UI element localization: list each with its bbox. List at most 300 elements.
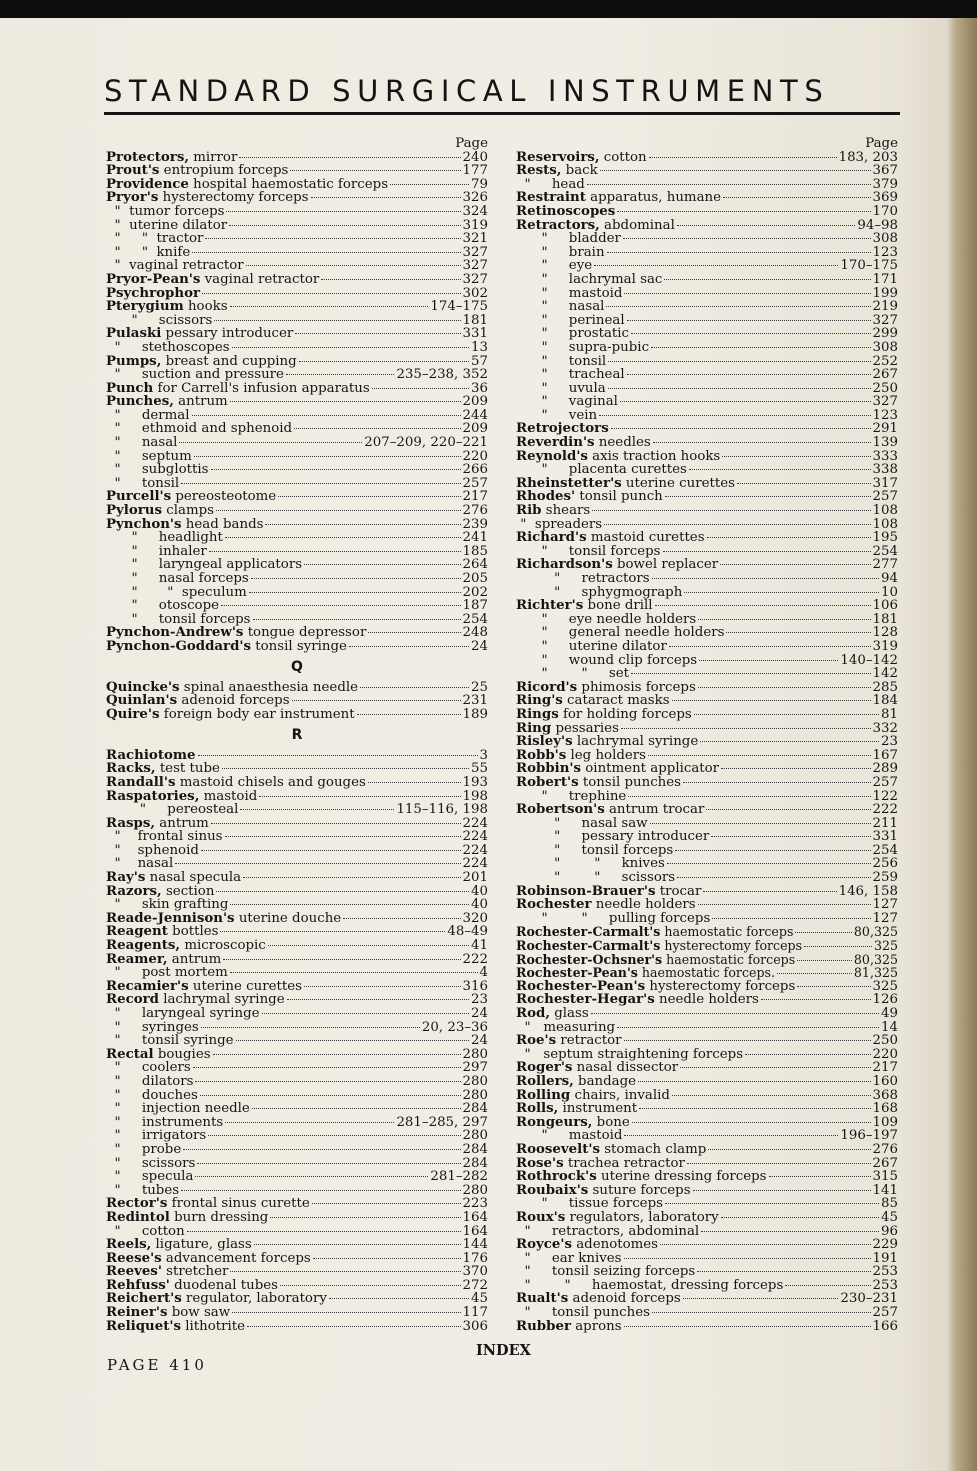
entry-page-ref: 14	[881, 1019, 898, 1035]
index-entry	[516, 857, 898, 871]
entry-headword: Reese's	[106, 1249, 162, 1266]
dot-leader	[604, 524, 870, 525]
dot-leader	[368, 782, 461, 783]
entry-term	[516, 654, 697, 668]
entry-subterm: " vein	[516, 407, 598, 423]
entry-headword: Rhodes'	[516, 488, 576, 505]
index-entry	[106, 694, 488, 708]
entry-subterm: bow saw	[167, 1305, 231, 1321]
entry-headword: Rualt's	[516, 1290, 569, 1307]
entry-page-ref: 108	[872, 516, 898, 532]
entry-subterm: " wound clip forceps	[516, 652, 698, 668]
entry-subterm: " instruments	[106, 1114, 224, 1130]
entry-page-ref: 117	[462, 1305, 488, 1321]
dot-leader	[651, 347, 870, 348]
index-entry	[106, 1075, 488, 1089]
entry-term	[516, 287, 622, 301]
dot-leader	[620, 401, 871, 402]
entry-page-ref: 267	[872, 1155, 898, 1171]
dot-leader	[785, 1285, 870, 1286]
entry-subterm: tonsil punch	[575, 489, 663, 505]
entry-page-ref: 94–98	[857, 217, 898, 233]
entry-subterm: bone drill	[583, 598, 653, 614]
entry-term	[516, 953, 795, 967]
entry-term	[106, 1116, 223, 1130]
entry-headword: Punches,	[106, 393, 174, 410]
entry-headword: Richter's	[516, 597, 584, 614]
entry-subterm: " septum	[106, 448, 192, 464]
entry-subterm: adenotomes	[571, 1237, 659, 1253]
entry-subterm: mirror	[189, 149, 238, 165]
entry-page-ref: 272	[462, 1277, 488, 1293]
entry-term	[516, 1208, 719, 1225]
dot-leader	[223, 959, 460, 960]
entry-page-ref: 55	[471, 761, 488, 777]
entry-page-ref: 257	[872, 774, 898, 790]
entry-page-ref: 315	[872, 1169, 898, 1185]
index-entry	[516, 1208, 898, 1225]
entry-term	[106, 205, 224, 219]
dot-leader	[623, 238, 871, 239]
index-entry	[106, 368, 488, 382]
entry-page-ref: 144	[462, 1237, 488, 1253]
entry-headword: Rochester-Ochsner's	[516, 951, 663, 967]
dot-leader	[175, 863, 460, 864]
index-entry	[106, 1007, 488, 1021]
entry-page-ref: 196–197	[840, 1128, 898, 1144]
dot-leader	[193, 1067, 461, 1068]
index-entry	[516, 164, 898, 178]
index-entry	[516, 341, 898, 355]
dot-leader	[694, 714, 879, 715]
index-entry	[106, 787, 488, 804]
entry-term	[516, 640, 667, 654]
entry-page-ref: 241	[462, 530, 488, 546]
index-entry	[516, 1292, 898, 1306]
entry-term	[106, 246, 190, 260]
header-rule	[104, 112, 900, 115]
entry-subterm: bandage	[573, 1073, 637, 1089]
entry-subterm: haemostatic forceps	[660, 924, 794, 940]
entry-subterm: ligature, glass	[151, 1237, 252, 1253]
dot-leader	[797, 986, 870, 987]
entry-subterm: " tonsil forceps	[516, 543, 661, 559]
entry-headword: Redintol	[106, 1208, 170, 1225]
dot-leader	[667, 863, 871, 864]
entry-subterm: " pereosteal	[106, 802, 239, 818]
entry-headword: Rod,	[516, 1005, 550, 1021]
index-entry	[516, 640, 898, 654]
dot-leader	[591, 1013, 879, 1014]
entry-page-ref: 244	[462, 407, 488, 423]
page-column-label: Page	[865, 136, 898, 151]
entry-page-ref: 220	[872, 1046, 898, 1062]
dot-leader	[627, 374, 871, 375]
dot-leader	[707, 537, 871, 538]
entry-subterm: burn dressing	[169, 1209, 269, 1225]
entry-subterm: " laryngeal syringe	[106, 1006, 260, 1021]
entry-page-ref: 280	[462, 1087, 488, 1103]
entry-subterm: antrum trocar	[604, 802, 705, 818]
dot-leader	[606, 306, 870, 307]
entry-page-ref: 126	[872, 992, 898, 1008]
entry-subterm: tongue depressor	[243, 625, 367, 641]
index-entry	[106, 422, 488, 436]
index-entry	[106, 1089, 488, 1103]
dot-leader	[664, 279, 870, 280]
entry-headword: Pynchon-Goddard's	[106, 637, 252, 654]
entry-headword: Rehfuss'	[106, 1276, 170, 1293]
entry-headword: Rachiotome	[106, 746, 196, 763]
entry-subterm: " prostatic	[516, 326, 630, 342]
dot-leader	[675, 850, 870, 851]
entry-page-ref: 317	[872, 475, 898, 491]
entry-term	[106, 545, 207, 559]
entry-page-ref: 254	[872, 543, 898, 559]
dot-leader	[720, 564, 870, 565]
entry-term	[106, 352, 297, 369]
entry-subterm: " " tractor	[106, 231, 204, 247]
entry-subterm: aprons	[570, 1318, 622, 1334]
entry-page-ref: 4	[479, 965, 488, 981]
index-entry	[516, 925, 898, 939]
entry-page-ref: 174–175	[430, 299, 488, 315]
entry-headword: Reichert's	[106, 1290, 182, 1307]
entry-subterm: " tonsil syringe	[106, 1033, 234, 1049]
index-entry	[106, 803, 488, 817]
entry-subterm: cotton	[599, 149, 647, 165]
entry-term	[516, 939, 802, 953]
dot-leader	[211, 469, 461, 470]
entry-subterm: antrum	[167, 951, 222, 967]
index-entry	[106, 1208, 488, 1225]
dot-leader	[251, 578, 461, 579]
index-entry	[516, 844, 898, 858]
entry-subterm: " otoscope	[106, 598, 220, 614]
dot-leader	[292, 700, 461, 701]
entry-page-ref: 333	[872, 448, 898, 464]
entry-subterm: adenoid forceps	[568, 1291, 681, 1307]
entry-page-ref: 256	[872, 856, 898, 872]
entry-page-ref: 257	[872, 1305, 898, 1321]
dot-leader	[700, 741, 879, 742]
entry-subterm: bottles	[167, 924, 219, 940]
index-entry	[516, 246, 898, 260]
entry-subterm: clamps	[162, 503, 214, 519]
entry-subterm: " supra-pubic	[516, 339, 650, 355]
entry-headword: Roosevelt's	[516, 1140, 600, 1157]
dot-leader	[278, 496, 460, 497]
index-entry	[106, 1238, 488, 1252]
entry-term	[516, 993, 759, 1007]
dot-leader	[627, 320, 871, 321]
index-entry	[106, 1129, 488, 1143]
entry-term	[106, 844, 199, 858]
entry-subterm: hooks	[183, 299, 228, 315]
entry-page-ref: 276	[462, 503, 488, 519]
entry-page-ref: 41	[471, 938, 488, 954]
index-entry	[516, 817, 898, 831]
entry-term	[516, 925, 793, 939]
entry-subterm: " eye needle holders	[516, 611, 697, 627]
dot-leader	[216, 891, 469, 892]
entry-headword: Reiner's	[106, 1304, 168, 1321]
entry-headword: Pylorus	[106, 502, 163, 519]
entry-headword: Randall's	[106, 773, 176, 790]
index-entry	[516, 626, 898, 640]
entry-headword: Pynchon's	[106, 515, 182, 532]
entry-headword: Retrojectors	[516, 420, 609, 437]
dot-leader	[608, 361, 870, 362]
entry-headword: Rectal	[106, 1045, 154, 1062]
index-entry	[106, 1061, 488, 1075]
dot-leader	[617, 211, 870, 212]
dot-leader	[225, 1122, 394, 1123]
entry-subterm: " brain	[516, 244, 605, 260]
entry-subterm: " " speculum	[106, 584, 247, 600]
dot-leader	[197, 1163, 460, 1164]
entry-subterm: " " set	[516, 666, 629, 682]
index-entry	[516, 654, 898, 668]
entry-headword: Rollers,	[516, 1072, 574, 1089]
entry-page-ref: 253	[872, 1264, 898, 1280]
entry-subterm: " tissue forceps	[516, 1196, 663, 1212]
entry-page-ref: 297	[462, 1060, 488, 1076]
entry-term	[106, 1170, 193, 1184]
dot-leader	[665, 496, 871, 497]
entry-page-ref: 202	[462, 584, 488, 600]
entry-subterm: pereosteotome	[171, 489, 277, 505]
entry-page-ref: 217	[872, 1060, 898, 1076]
entry-subterm: for Carrell's infusion apparatus	[153, 380, 370, 396]
entry-headword: Rochester-Pean's	[516, 965, 638, 981]
entry-subterm: ointment applicator	[581, 761, 720, 777]
dot-leader	[703, 891, 836, 892]
entry-headword: Rothrock's	[516, 1168, 597, 1185]
entry-subterm: bougies	[153, 1046, 211, 1062]
entry-headword: Providence	[106, 175, 189, 192]
entry-subterm: foreign body ear instrument	[159, 706, 355, 722]
dot-leader	[611, 428, 871, 429]
entry-subterm: " sphygmograph	[516, 584, 683, 600]
entry-subterm: " vaginal	[516, 394, 618, 410]
index-entry	[516, 355, 898, 369]
entry-page-ref: 198	[462, 788, 488, 804]
entry-subterm: head bands	[181, 516, 264, 532]
entry-headword: Rings	[516, 705, 559, 722]
entry-term	[516, 1317, 622, 1334]
dot-leader	[214, 320, 460, 321]
entry-page-ref: 250	[872, 380, 898, 396]
dot-leader	[368, 632, 460, 633]
dot-leader	[617, 1027, 879, 1028]
dot-leader	[254, 1244, 461, 1245]
entry-subterm: " general needle holders	[516, 625, 725, 641]
entry-term	[106, 1317, 246, 1334]
entry-headword: Robertson's	[516, 801, 605, 818]
entry-subterm: " specula	[106, 1169, 194, 1185]
dot-leader	[587, 184, 871, 185]
entry-page-ref: 171	[872, 271, 898, 287]
entry-subterm: " nasal saw	[516, 815, 648, 831]
index-entry	[106, 844, 488, 858]
dot-leader	[631, 333, 870, 334]
dot-leader	[311, 197, 461, 198]
entry-subterm: duodenal tubes	[169, 1277, 278, 1293]
entry-page-ref: 284	[462, 1141, 488, 1157]
entry-headword: Reverdin's	[516, 434, 595, 451]
entry-subterm: needle holders	[591, 897, 696, 913]
dot-leader	[211, 823, 461, 824]
entry-page-ref: 224	[462, 842, 488, 858]
entry-page-ref: 189	[462, 706, 488, 722]
dot-leader	[230, 306, 429, 307]
dot-leader	[683, 782, 871, 783]
entry-subterm: " tonsil forceps	[106, 611, 251, 627]
entry-page-ref: 181	[462, 312, 488, 328]
entry-subterm: shears	[541, 503, 591, 519]
entry-page-ref: 139	[872, 435, 898, 451]
dot-leader	[240, 809, 394, 810]
dot-leader	[684, 592, 879, 593]
entry-subterm: chairs, invalid	[570, 1087, 670, 1103]
dot-leader	[608, 388, 871, 389]
entry-page-ref: 209	[462, 421, 488, 437]
entry-headword: Pryor's	[106, 189, 159, 206]
entry-term	[106, 1007, 260, 1021]
entry-subterm: " spreaders	[516, 516, 603, 532]
dot-leader	[649, 157, 837, 158]
index-entry	[106, 993, 488, 1007]
dot-leader	[236, 1040, 470, 1041]
entry-subterm: " tonsil punches	[516, 1305, 650, 1321]
dot-leader	[726, 632, 870, 633]
entry-subterm: abdominal	[599, 217, 675, 233]
entry-term	[516, 558, 718, 572]
dot-leader	[230, 1271, 460, 1272]
index-entry	[106, 882, 488, 899]
entry-headword: Retractors,	[516, 216, 600, 233]
entry-headword: Record	[106, 991, 159, 1008]
entry-term	[516, 314, 625, 328]
entry-page-ref: 36	[471, 380, 488, 396]
entry-subterm: pessary introducer	[161, 326, 294, 342]
entry-headword: Quire's	[106, 705, 160, 722]
entry-subterm: microscopic	[180, 938, 266, 954]
entry-subterm: " coolers	[106, 1060, 191, 1076]
entry-subterm: frontal sinus curette	[167, 1196, 310, 1212]
entry-headword: Retinoscopes	[516, 202, 616, 219]
dot-leader	[390, 184, 469, 185]
entry-page-ref: 276	[872, 1141, 898, 1157]
dot-leader	[708, 1149, 870, 1150]
entry-term	[516, 1252, 622, 1266]
entry-headword: Pryor-Pean's	[106, 270, 201, 287]
entry-headword: Rochester-Carmalt's	[516, 924, 661, 940]
dot-leader	[200, 1095, 461, 1096]
dot-leader	[639, 1108, 870, 1109]
entry-term	[516, 1113, 630, 1130]
entry-page-ref: 224	[462, 829, 488, 845]
index-entry	[106, 352, 488, 369]
entry-headword: Reagents,	[106, 937, 181, 954]
index-entry	[516, 447, 898, 464]
dot-leader	[192, 252, 460, 253]
entry-page-ref: 199	[872, 285, 898, 301]
entry-term	[106, 436, 177, 450]
entry-subterm: " tubes	[106, 1182, 180, 1198]
entry-page-ref: 338	[872, 462, 898, 478]
dot-leader	[259, 796, 460, 797]
index-entry	[516, 368, 898, 382]
dot-leader	[761, 999, 871, 1000]
entry-subterm: " vaginal retractor	[106, 258, 244, 274]
dot-leader	[697, 1271, 870, 1272]
entry-page-ref: 308	[872, 231, 898, 247]
entry-page-ref: 164	[462, 1223, 488, 1239]
dot-leader	[797, 960, 852, 961]
entry-page-ref: 222	[872, 802, 898, 818]
index-entry	[106, 395, 488, 409]
index-entry	[106, 1034, 488, 1048]
entry-headword: Reamer,	[106, 950, 168, 967]
entry-page-ref: 170	[872, 203, 898, 219]
dot-leader	[677, 225, 856, 226]
entry-term	[516, 341, 649, 355]
index-entry	[516, 939, 898, 953]
section-label: INDEX	[476, 1342, 531, 1359]
entry-page-ref: 25	[471, 679, 488, 695]
index-entry	[516, 314, 898, 328]
entry-page-ref: 277	[872, 557, 898, 573]
entry-term	[516, 773, 682, 790]
entry-headword: Robbin's	[516, 760, 582, 777]
dot-leader	[179, 442, 362, 443]
dot-leader	[721, 1217, 879, 1218]
index-entry	[516, 1181, 898, 1198]
dot-leader	[280, 1285, 461, 1286]
entry-page-ref: 280	[462, 1182, 488, 1198]
index-entry	[516, 490, 898, 504]
entry-page-ref: 185	[462, 543, 488, 559]
index-entry	[106, 586, 488, 600]
entry-term	[106, 1021, 199, 1035]
entry-page-ref: 327	[462, 271, 488, 287]
index-entry	[106, 515, 488, 532]
entry-subterm: " bladder	[516, 231, 621, 247]
entry-headword: Pulaski	[106, 325, 162, 342]
entry-term	[106, 1102, 250, 1116]
dot-leader	[624, 1258, 871, 1259]
entry-term	[106, 950, 222, 967]
entry-headword: Reels,	[106, 1236, 152, 1253]
entry-subterm: back	[561, 163, 598, 179]
entry-headword: Psychrophor	[106, 284, 201, 301]
entry-subterm: mastoid	[199, 788, 258, 804]
entry-page-ref: 24	[471, 1006, 488, 1021]
dot-leader	[624, 1040, 871, 1041]
entry-subterm: spinal anaesthesia needle	[179, 679, 359, 695]
index-entry	[106, 830, 488, 844]
index-entry	[516, 735, 898, 749]
entry-page-ref: 368	[872, 1087, 898, 1103]
entry-subterm: " skin grafting	[106, 897, 229, 913]
entry-headword: Ring's	[516, 692, 563, 709]
dot-leader	[230, 972, 478, 973]
entry-headword: Roger's	[516, 1059, 573, 1076]
dot-leader	[221, 605, 460, 606]
entry-page-ref: 13	[471, 339, 488, 355]
